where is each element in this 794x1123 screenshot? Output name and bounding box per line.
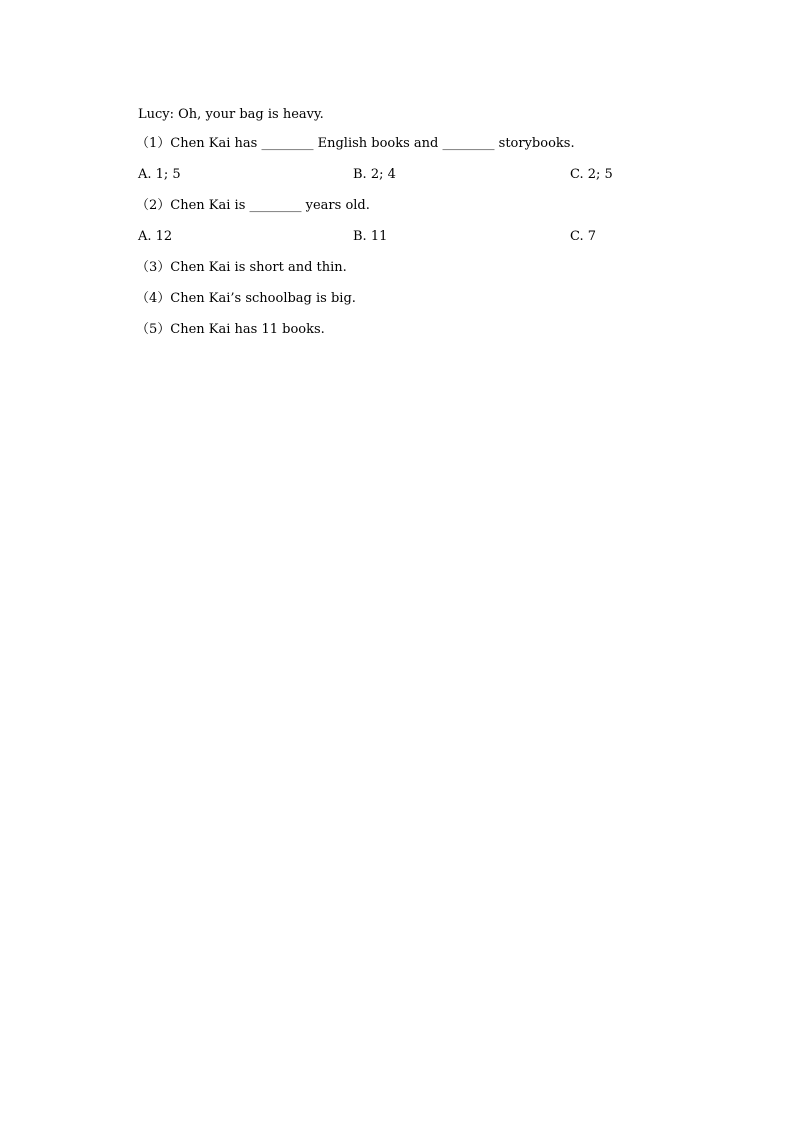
question-1-option-b: B. 2; 4	[353, 167, 396, 182]
question-2-options	[138, 229, 658, 245]
question-1-options	[138, 167, 658, 183]
question-3: （3）Chen Kai is short and thin.	[136, 260, 347, 275]
question-2-option-c: C. 7	[570, 229, 597, 244]
dialogue-line: Lucy: Oh, your bag is heavy.	[138, 107, 324, 122]
question-4: （4）Chen Kai’s schoolbag is big.	[136, 291, 356, 306]
question-2: （2）Chen Kai is ________ years old.	[136, 198, 370, 213]
question-1-option-a: A. 1; 5	[138, 167, 181, 182]
question-2-option-a: A. 12	[138, 229, 173, 244]
question-1-option-c: C. 2; 5	[570, 167, 613, 182]
question-2-option-b: B. 11	[353, 229, 388, 244]
question-1: （1）Chen Kai has ________ English books and ________ storybooks.	[136, 136, 575, 151]
question-5: （5）Chen Kai has 11 books.	[136, 322, 325, 337]
